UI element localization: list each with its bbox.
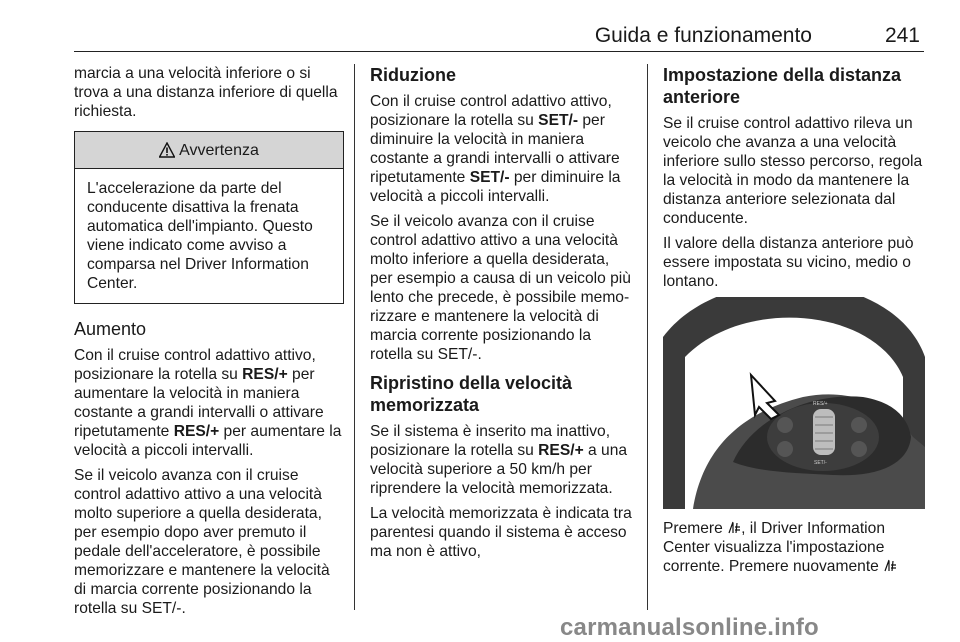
steering-wheel-illustration: [663, 297, 925, 509]
following-distance-icon: [727, 521, 741, 534]
warning-triangle-icon: [159, 142, 175, 158]
column-divider-1: [354, 64, 355, 610]
ripristino-paragraph-2: La velocità memorizzata è indicata tra parentesi quando il sistema è acceso ma non è attivo,: [370, 505, 632, 560]
column-divider-2: [647, 64, 648, 610]
section-title-ripristino: Ripristino della velocità memorizzata: [370, 373, 573, 415]
page-title: Guida e funzionamento: [594, 24, 812, 47]
riduzione-paragraph-1: Con il cruise control adattivo attivo, posizionare la rotella su SET/- per diminuire la velocità in maniera costante a grandi intervalli o attivare ripetutamente SET/- per diminuire la velocità a piccoli intervalli.: [370, 93, 621, 205]
figure-label-res: RES/+: [813, 401, 828, 407]
distanza-paragraph-2: Il valore della distanza anteriore può essere impostata su vicino, medio o lontano.: [663, 235, 914, 290]
section-title-aumento: Aumento: [74, 319, 147, 339]
intro-paragraph: marcia a una velocità inferiore o si trova a una distanza inferiore di quella richiesta.: [74, 65, 338, 120]
steering-wheel-figure: [663, 297, 925, 509]
footer-watermark: carmanualsonline.info: [560, 614, 819, 641]
section-title-distanza: Impostazione della distanza anteriore: [663, 65, 902, 107]
after-figure-paragraph: Premere , il Driver Information Center visualizza l'impostazione corrente. Premere nuovamente: [663, 519, 929, 576]
following-distance-icon: [883, 559, 897, 572]
header-divider: [74, 51, 924, 52]
riduzione-paragraph-2: Se il veicolo avanza con il cruise control adattivo attivo a una velocità molto inferiore a quella desiderata, per esempio a causa di un veicolo più lento che precede, è possibile memorizzare e mantenere la velocità di marcia corrente posizionando la rotella su SET/-.: [370, 213, 631, 363]
warning-header: [75, 132, 343, 169]
aumento-paragraph-1: Con il cruise control adattivo attivo, posizionare la rotella su RES/+ per aumentare la velocità in maniera costante a grandi intervalli o attivare ripetutamente RES/+ per aumentare la velocità a piccoli intervalli.: [74, 347, 342, 459]
ripristino-paragraph-1: Se il sistema è inserito ma inattivo, posizionare la rotella su RES/+ a una velocità superiore a 50 km/h per riprendere la velocità memorizzata.: [370, 423, 628, 497]
page-header: [74, 24, 924, 50]
warning-title: Avvertenza: [179, 141, 259, 159]
warning-text: L'accelerazione da parte del conducente disattiva la frenata automatica dell'impianto. Questo viene indicato come avviso a comparsa nel Driver Information Center.: [87, 180, 313, 292]
page-number: 241: [884, 24, 920, 47]
section-title-riduzione: Riduzione: [370, 65, 456, 85]
column-1: [74, 64, 344, 624]
column-2: [370, 64, 636, 567]
warning-box: [74, 131, 344, 304]
distanza-paragraph-1: Se il cruise control adattivo rileva un veicolo che avanza a una velocità inferiore sullo stesso percorso, regola la velocità in modo da mantenere la distanza anteriore selezionata dal conducente.: [663, 115, 923, 227]
column-3: [663, 64, 929, 582]
figure-label-set: SET/-: [814, 460, 827, 466]
aumento-paragraph-2: Se il veicolo avanza con il cruise control adattivo attivo a una velocità molto superiore a quella desiderata, per esempio dopo aver premuto il pedale dell'acceleratore, è possibile memorizzare e mantenere la velocità di marcia corrente posizionando la rotella su SET/-.: [74, 467, 330, 617]
